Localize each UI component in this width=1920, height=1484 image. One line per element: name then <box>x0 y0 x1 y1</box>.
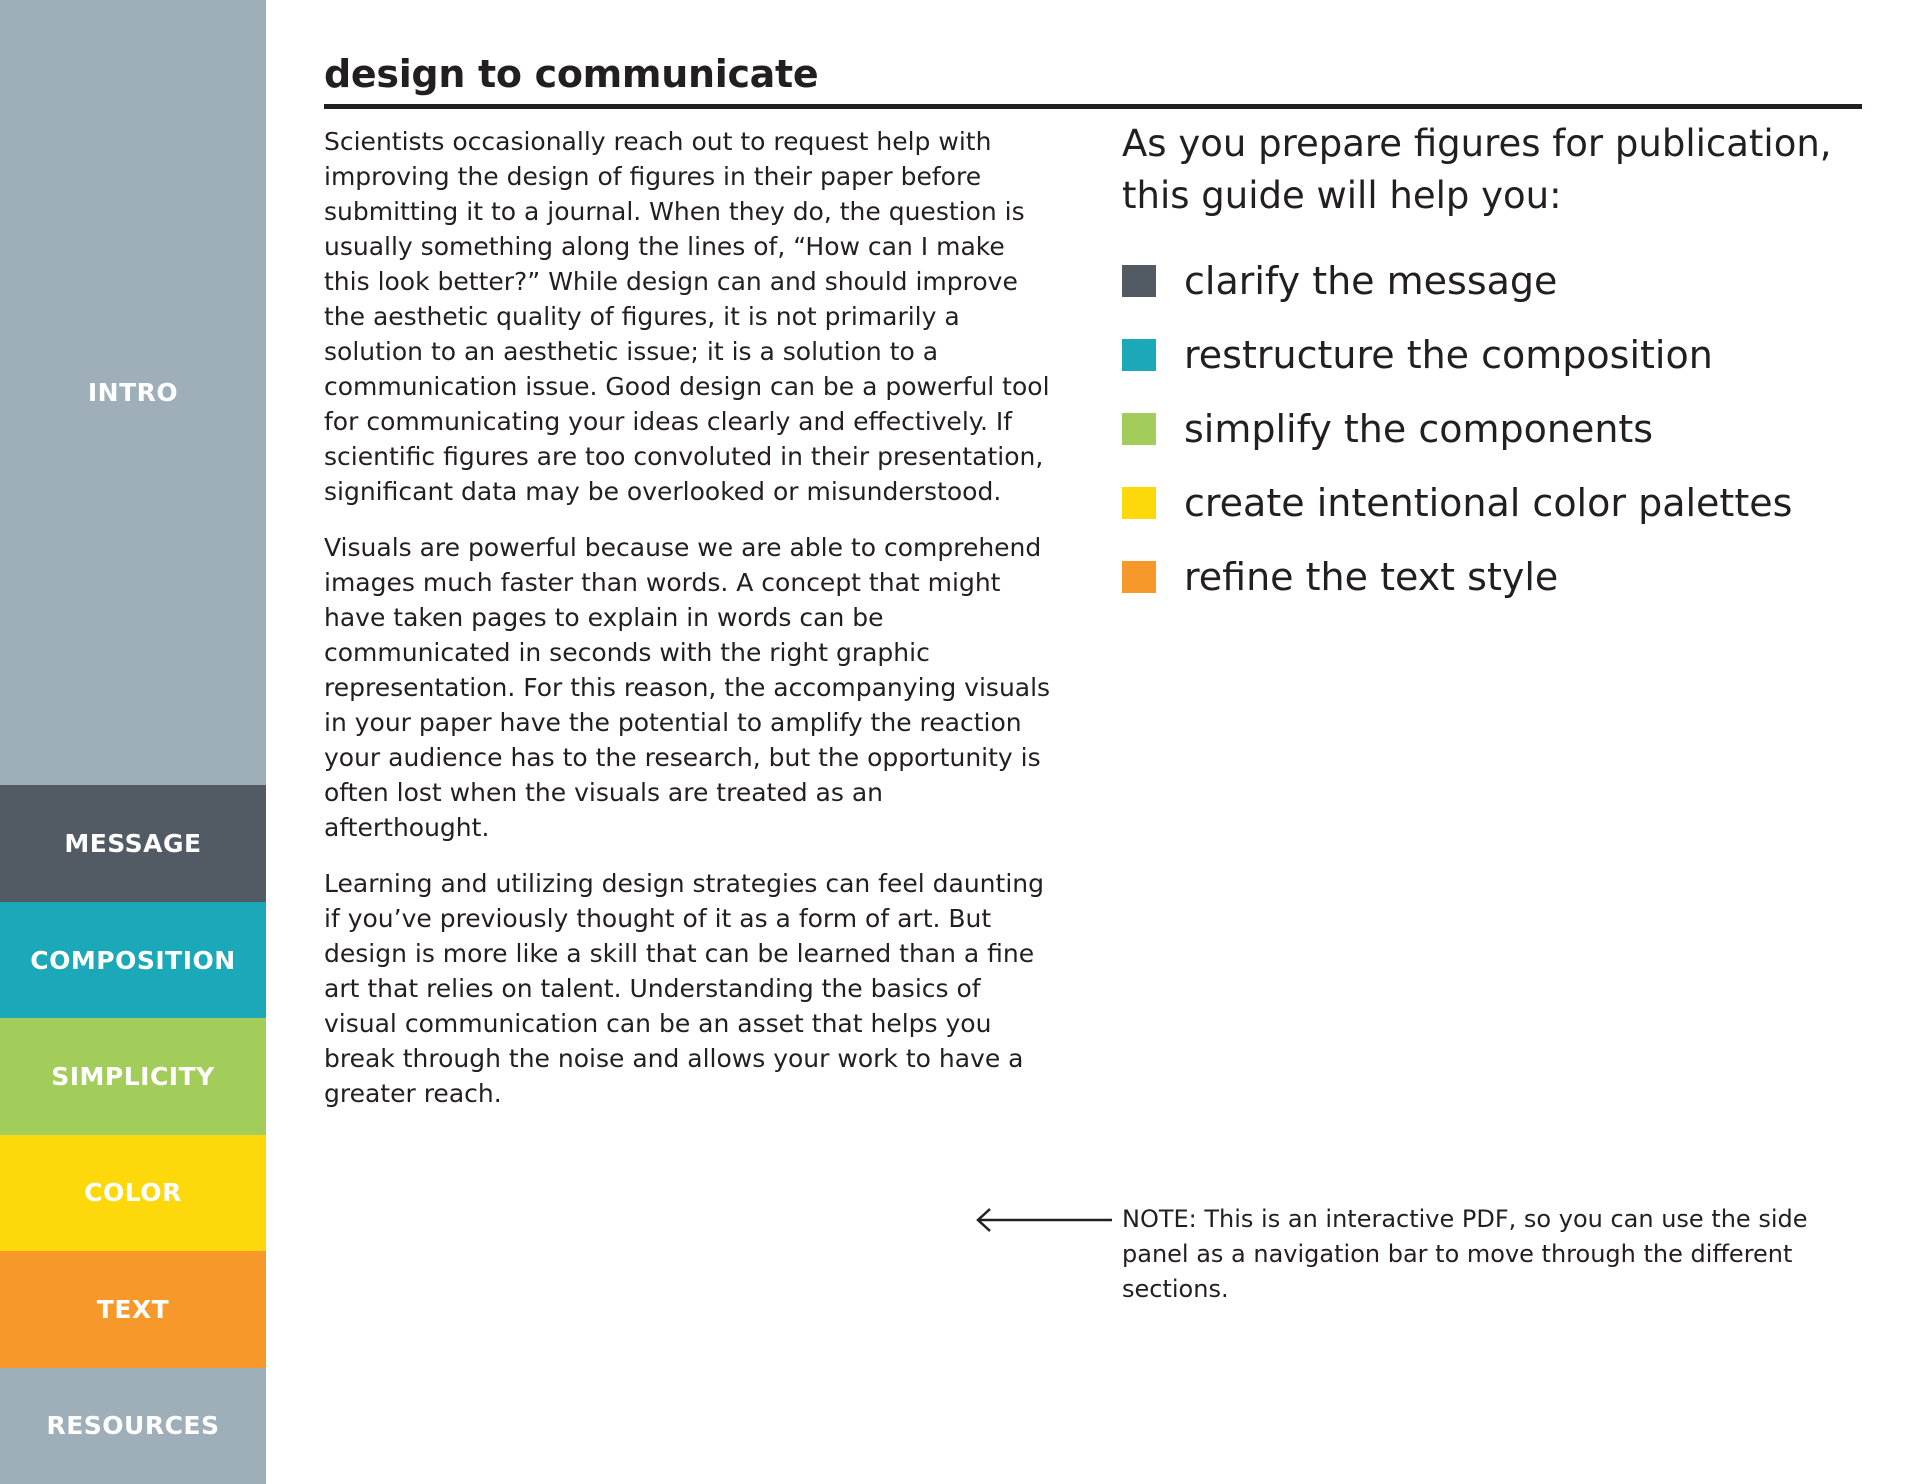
nav-item-text[interactable] <box>0 1251 266 1367</box>
body-paragraph: Visuals are powerful because we are able to comprehend images much faster than words. A concept that might have taken pages to explain in words can be communicated in seconds with the right graphic representation. For this reason, the accompanying visuals in your paper have the potential to amplify the reaction your audience has to the research, but the opportunity is often lost when the visuals are treated as an afterthought. <box>324 533 1051 842</box>
goal-label: restructure the composition <box>1184 333 1713 377</box>
goals-list <box>1122 244 1842 614</box>
nav-item-label: COLOR <box>84 1178 182 1208</box>
page-content <box>324 0 1864 1484</box>
body-text-column <box>324 124 1054 1132</box>
goal-item <box>1122 392 1842 466</box>
guide-intro-heading: As you prepare figures for publication, this guide will help you: <box>1122 122 1832 217</box>
square-icon <box>1122 487 1156 519</box>
nav-item-label: COMPOSITION <box>30 945 236 975</box>
guide-goals-panel <box>1122 118 1842 614</box>
square-icon <box>1122 265 1156 297</box>
nav-item-label: MESSAGE <box>64 829 202 859</box>
navigation-note: NOTE: This is an interactive PDF, so you can use the side panel as a navigation bar to move through the different sections. <box>1122 1205 1808 1303</box>
nav-item-color[interactable] <box>0 1135 266 1251</box>
goal-label: refine the text style <box>1184 555 1559 599</box>
nav-item-label: INTRO <box>87 378 179 408</box>
goal-item <box>1122 466 1842 540</box>
square-icon <box>1122 561 1156 593</box>
left-arrow-icon <box>974 1206 1114 1234</box>
nav-item-message[interactable] <box>0 785 266 901</box>
square-icon <box>1122 339 1156 371</box>
nav-item-composition[interactable] <box>0 902 266 1018</box>
body-paragraph: Learning and utilizing design strategies can feel daunting if you’ve previously thought of it as a form of art. But design is more like a skill that can be learned than a fine art that relies on talent. Understanding the basics of visual communication can be an asset that helps you break through the noise and allows your work to have a greater reach. <box>324 869 1044 1108</box>
nav-item-label: RESOURCES <box>46 1411 220 1441</box>
goal-item <box>1122 244 1842 318</box>
page-title: design to communicate <box>324 52 819 96</box>
nav-item-label: TEXT <box>96 1294 170 1324</box>
nav-item-intro[interactable] <box>0 0 266 785</box>
body-paragraph: Scientists occasionally reach out to request help with improving the design of figures in their paper before submitting it to a journal. When they do, the question is usually something along the lines of, “How can I make this look better?” While design can and should improve the aesthetic quality of figures, it is not primarily a solution to an aesthetic issue; it is a solution to a communication issue. Good design can be a powerful tool for communicating your ideas clearly and effectively. If scientific figures are too convoluted in their presentation, significant data may be overlooked or misunderstood. <box>324 127 1050 506</box>
goal-label: create intentional color palettes <box>1184 481 1793 525</box>
nav-item-simplicity[interactable] <box>0 1018 266 1134</box>
goal-label: clarify the message <box>1184 259 1558 303</box>
nav-item-label: SIMPLICITY <box>51 1062 215 1092</box>
title-divider <box>324 104 1862 109</box>
goal-item <box>1122 540 1842 614</box>
goal-item <box>1122 318 1842 392</box>
square-icon <box>1122 413 1156 445</box>
goal-label: simplify the components <box>1184 407 1654 451</box>
section-nav-sidebar <box>0 0 266 1484</box>
nav-item-resources[interactable] <box>0 1368 266 1484</box>
